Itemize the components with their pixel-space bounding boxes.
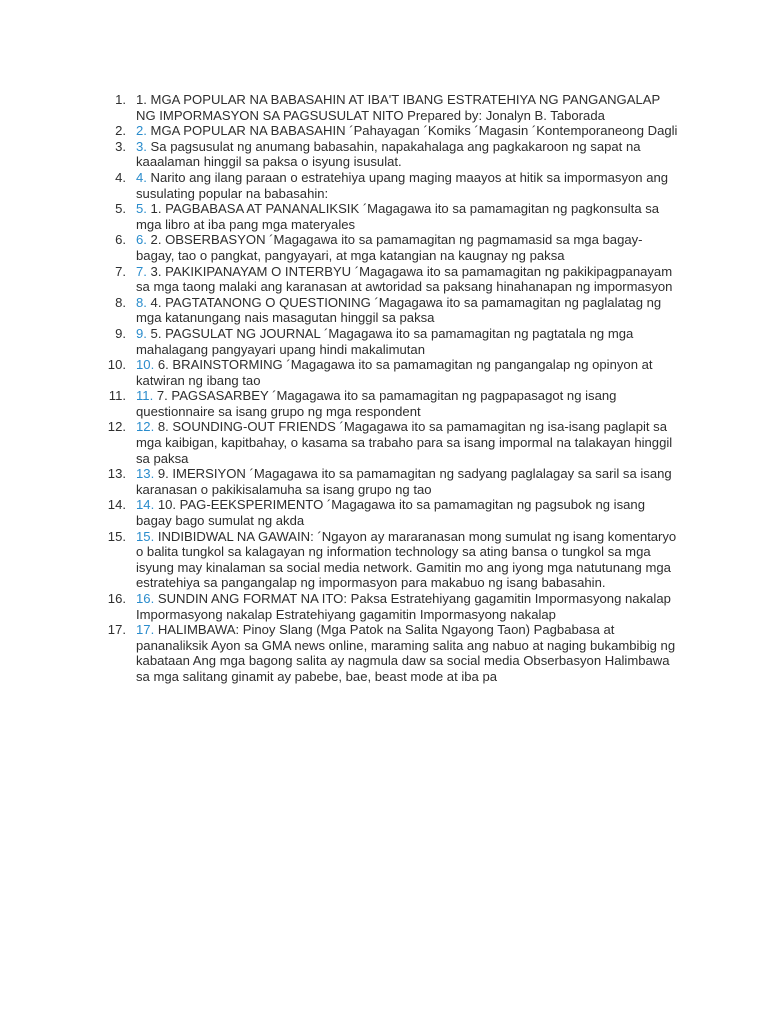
item-text: Narito ang ilang paraan o estratehiya upang maging maayos at hitik sa impormasyon ang susulating popular na babasahin: — [136, 169, 669, 201]
item-link[interactable]: 9. — [136, 325, 147, 341]
item-number: 6. — [115, 232, 126, 248]
list-item — [0, 591, 768, 622]
list-item — [0, 170, 768, 201]
item-link[interactable]: 14. — [136, 497, 155, 513]
item-number: 7. — [115, 263, 126, 279]
item-link[interactable]: 4. — [136, 169, 147, 185]
item-link[interactable]: 7. — [136, 263, 147, 279]
item-text: 3. PAKIKIPANAYAM O INTERBYU ´Magagawa ito sa pamamagitan ng pakikipagpanayam sa mga taong malaki ang karanasan at awtoridad sa paksang hinahanapan ng impormasyon — [136, 263, 673, 295]
item-number: 14. — [107, 497, 126, 513]
item-text: HALIMBAWA: Pinoy Slang (Mga Patok na Salita Ngayong Taon) Pagbabasa at pananaliksik Ayon sa GMA news online, maraming salita ang nabuo at naging bukambibig ng kabataan Ang mga bagong salita ay nagmula daw sa social media Obserbasyon Halimbawa sa mga salitang ginamit ay pabebe, bae, beast mode at iba pa — [136, 622, 676, 684]
list-item — [0, 529, 768, 591]
item-text: SUNDIN ANG FORMAT NA ITO: Paksa Estratehiyang gagamitin Impormasyong nakalap Impormasyong nakalap Estratehiyang gagamitin Impormasyong nakalap — [136, 591, 671, 622]
numbered-list — [0, 92, 768, 685]
item-number: 2. — [115, 123, 126, 139]
list-item — [0, 388, 768, 419]
item-text: MGA POPULAR NA BABASAHIN ´Pahayagan ´Komiks ´Magasin ´Kontemporaneong Dagli — [146, 123, 678, 139]
item-link[interactable]: 13. — [136, 466, 155, 482]
item-link[interactable]: 16. — [136, 591, 155, 606]
item-number: 11. — [108, 388, 126, 404]
list-item — [0, 92, 768, 123]
item-number: 5. — [115, 201, 126, 217]
item-number: 12. — [107, 419, 126, 435]
item-link[interactable]: 17. — [136, 622, 155, 638]
list-item — [0, 295, 768, 326]
item-text: Sa pagsusulat ng anumang babasahin, napakahalaga ang pagkakaroon ng sapat na kaaalaman hinggil sa paksa o isyung isusulat. — [136, 138, 641, 170]
item-text: 6. BRAINSTORMING ´Magagawa ito sa pamamagitan ng pangangalap ng opinyon at katwiran ng ibang tao — [136, 357, 653, 388]
list-item — [0, 123, 768, 139]
list-item — [0, 497, 768, 528]
item-link[interactable]: 6. — [136, 232, 147, 248]
item-number: 8. — [115, 294, 126, 310]
list-item — [0, 326, 768, 357]
list-item — [0, 357, 768, 388]
list-item — [0, 201, 768, 232]
list-item — [0, 139, 768, 170]
item-link[interactable]: 12. — [136, 419, 155, 435]
list-item — [0, 419, 768, 466]
item-text: 10. PAG-EEKSPERIMENTO ´Magagawa ito sa pamamagitan ng pagsubok ng isang bagay bago sumulat ng akda — [136, 497, 645, 529]
item-text: INDIBIDWAL NA GAWAIN: ´Ngayon ay mararanasan mong sumulat ng isang komentaryo o balita tungkol sa kalagayan ng information technology sa ating bansa o tungkol sa mga isyung may kinalaman sa social media network. Gamitin mo ang iyong mga natutunang mga estratehiya sa pangangalap ng impormasyon para makabuo ng isang babasahin. — [136, 528, 677, 591]
item-number: 4. — [115, 169, 126, 185]
list-item — [0, 622, 768, 684]
item-number: 13. — [107, 466, 126, 482]
item-link[interactable]: 2. — [136, 123, 147, 139]
item-text: 1. PAGBABASA AT PANANALIKSIK ´Magagawa ito sa pamamagitan ng pagkonsulta sa mga libro at iba pang mga materyales — [136, 201, 660, 232]
item-link[interactable]: 11. — [136, 388, 154, 404]
item-text: 2. OBSERBASYON ´Magagawa ito sa pamamagitan ng pagmamasid sa mga bagay-bagay, tao o pangkat, pangyayari, at mga katangian na kaugnay ng paksa — [136, 232, 643, 263]
item-link[interactable]: 15. — [136, 528, 155, 544]
item-text: 8. SOUNDING-OUT FRIENDS ´Magagawa ito sa pamamagitan ng isa-isang paglapit sa mga kaibigan, kapitbahay, o kasama sa trabaho para sa isang impormal na talakayan hinggil sa paksa — [136, 419, 673, 466]
item-number: 16. — [107, 591, 126, 606]
item-text: 7. PAGSASARBEY ´Magagawa ito sa pamamagitan ng pagpapasagot ng isang questionnaire sa isang grupo ng mga respondent — [136, 388, 617, 419]
item-link[interactable]: 10. — [136, 357, 155, 373]
list-item — [0, 264, 768, 295]
item-text: 9. IMERSIYON ´Magagawa ito sa pamamagitan ng sadyang paglalagay sa saril sa isang karanasan o pakikisalamuha sa isang grupo ng tao — [136, 466, 672, 497]
list-item — [0, 466, 768, 497]
document-page — [0, 92, 768, 685]
item-number: 17. — [107, 622, 126, 638]
item-link[interactable]: 3. — [136, 138, 147, 154]
item-text: 4. PAGTATANONG O QUESTIONING ´Magagawa ito sa pamamagitan ng paglalatag ng mga katanungang nais masagutan hinggil sa paksa — [136, 294, 662, 326]
item-number: 1. — [115, 92, 126, 107]
item-number: 15. — [107, 528, 126, 544]
item-text: 5. PAGSULAT NG JOURNAL ´Magagawa ito sa pamamagitan ng pagtatala ng mga mahalagang pangyayari upang hindi makalimutan — [136, 325, 634, 357]
item-number: 10. — [107, 357, 126, 373]
item-number: 9. — [115, 325, 126, 341]
item-link[interactable]: 5. — [136, 201, 147, 217]
list-item — [0, 232, 768, 263]
item-number: 3. — [115, 138, 126, 154]
item-link[interactable]: 8. — [136, 294, 147, 310]
item-text: 1. MGA POPULAR NA BABASAHIN AT IBA'T IBANG ESTRATEHIYA NG PANGANGALAP NG IMPORMASYON SA PAGSUSULAT NITO Prepared by: Jonalyn B. Taborada — [136, 92, 660, 123]
